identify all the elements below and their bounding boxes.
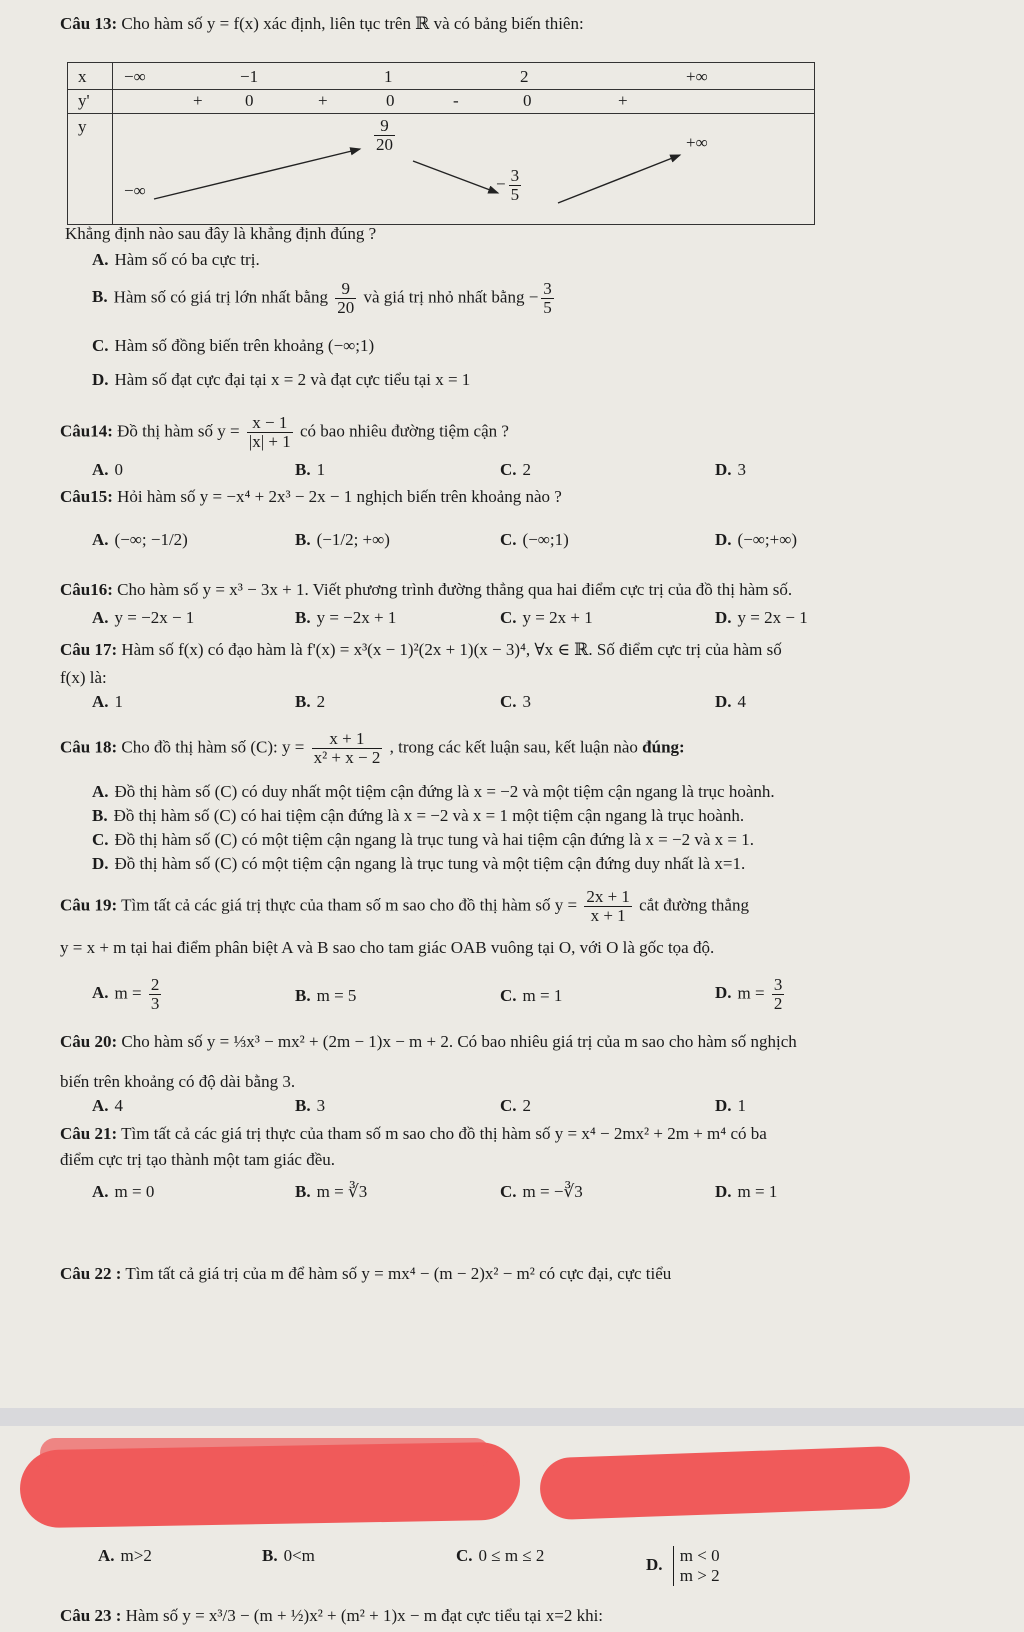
q17-stem-2: f(x) là: (60, 668, 107, 687)
q16-option-d[interactable]: D. y = 2x − 1 (715, 608, 808, 627)
q19-option-b[interactable]: B. m = 5 (295, 986, 357, 1005)
q19-stem-2: y = x + m tại hai điểm phân biệt A và B sao cho tam giác OAB vuông tại O, với O là gốc tọa độ. (60, 938, 715, 957)
q21-option-d[interactable]: D. m = 1 (715, 1182, 778, 1201)
q17-option-a[interactable]: A. 1 (92, 692, 124, 711)
q17-stem: Câu 17: Hàm số f(x) có đạo hàm là f'(x) = x³(x − 1)²(2x + 1)(x − 3)⁴, ∀x ∈ ℝ. Số điểm cực trị của hàm số (60, 640, 782, 659)
q18-option-a[interactable]: A. Đồ thị hàm số (C) có duy nhất một tiệm cận đứng là x = −2 và một tiệm cận ngang là trục hoành. (92, 782, 775, 801)
variation-table: x y' y −∞ −1 1 2 +∞ + 0 + 0 - 0 + −∞ $\frac{9}{20}$ − $\frac{3}{5}$ +∞ (67, 62, 815, 225)
q19-option-d[interactable]: D. m = $\frac{3}{2}$ (715, 975, 783, 1013)
q14-option-a[interactable]: A. 0 (92, 460, 124, 479)
q19-option-c[interactable]: C. m = 1 (500, 986, 563, 1005)
q17-option-b[interactable]: B. 2 (295, 692, 326, 711)
q13-option-d[interactable]: D. Hàm số đạt cực đại tại x = 2 và đạt cực tiểu tại x = 1 (92, 370, 471, 389)
q14-stem: Câu14: Đồ thị hàm số y = $\frac{x - 1}{|x| + 1}$ có bao nhiêu đường tiệm cận ? (60, 413, 509, 451)
q15-option-b[interactable]: B. (−1/2; +∞) (295, 530, 390, 549)
q21-option-c[interactable]: C. m = −∛3 (500, 1182, 583, 1201)
q17-option-d[interactable]: D. 4 (715, 692, 747, 711)
q21-option-a[interactable]: A. m = 0 (92, 1182, 155, 1201)
q18-option-b[interactable]: B. Đồ thị hàm số (C) có hai tiệm cận đứng là x = −2 và x = 1 một tiệm cận ngang là trục hoành. (92, 806, 745, 825)
q21-option-b[interactable]: B. m = ∛3 (295, 1182, 368, 1201)
q17-option-c[interactable]: C. 3 (500, 692, 532, 711)
q15-option-a[interactable]: A. (−∞; −1/2) (92, 530, 188, 549)
q21-stem-2: điểm cực trị tạo thành một tam giác đều. (60, 1150, 335, 1169)
q18-option-d[interactable]: D. Đồ thị hàm số (C) có một tiệm cận ngang là trục tung và một tiệm cận đứng duy nhất là x=1. (92, 854, 746, 873)
screenshot-seam (0, 1408, 1024, 1426)
variation-arrows (68, 63, 814, 224)
q22-option-c[interactable]: C. 0 ≤ m ≤ 2 (456, 1546, 545, 1565)
q21-stem: Câu 21: Tìm tất cả các giá trị thực của tham số m sao cho đồ thị hàm số y = x⁴ − 2mx² + 2m + m⁴ có ba (60, 1124, 767, 1143)
q14-option-d[interactable]: D. 3 (715, 460, 747, 479)
q19-option-a[interactable]: A. m = $\frac{2}{3}$ (92, 975, 160, 1013)
q16-option-b[interactable]: B. y = −2x + 1 (295, 608, 397, 627)
q16-option-a[interactable]: A. y = −2x − 1 (92, 608, 195, 627)
q14-option-b[interactable]: B. 1 (295, 460, 326, 479)
q22-option-d[interactable]: D. m < 0 m > 2 (646, 1546, 720, 1585)
red-scribble-right (539, 1446, 911, 1521)
q15-stem: Câu15: Hỏi hàm số y = −x⁴ + 2x³ − 2x − 1 nghịch biến trên khoảng nào ? (60, 487, 562, 506)
q15-option-d[interactable]: D. (−∞;+∞) (715, 530, 797, 549)
red-scribble-top (40, 1438, 490, 1468)
q13-option-b[interactable]: B. Hàm số có giá trị lớn nhất bằng $\frac{9}{20}$ và giá trị nhỏ nhất bằng − $\frac{3}{5}$ (92, 279, 552, 317)
q20-option-b[interactable]: B. 3 (295, 1096, 326, 1115)
q13-option-c[interactable]: C. Hàm số đồng biến trên khoảng (−∞;1) (92, 336, 375, 355)
q16-stem: Câu16: Cho hàm số y = x³ − 3x + 1. Viết phương trình đường thẳng qua hai điểm cực trị của đồ thị hàm số. (60, 580, 793, 599)
q20-option-c[interactable]: C. 2 (500, 1096, 532, 1115)
q20-stem: Câu 20: Cho hàm số y = ⅓x³ − mx² + (2m − 1)x − m + 2. Có bao nhiêu giá trị của m sao cho hàm số nghịch (60, 1032, 797, 1051)
q16-option-c[interactable]: C. y = 2x + 1 (500, 608, 593, 627)
q20-option-d[interactable]: D. 1 (715, 1096, 747, 1115)
q13-option-a[interactable]: A. Hàm số có ba cực trị. (92, 250, 260, 269)
q23-stem: Câu 23 : Hàm số y = x³/3 − (m + ½)x² + (m² + 1)x − m đạt cực tiểu tại x=2 khi: (60, 1606, 604, 1625)
q22-stem: Câu 22 : Tìm tất cả giá trị của m để hàm số y = mx⁴ − (m − 2)x² − m² có cực đại, cực tiểu (60, 1264, 672, 1283)
q20-stem-2: biến trên khoảng có độ dài bằng 3. (60, 1072, 296, 1091)
q19-stem: Câu 19: Tìm tất cả các giá trị thực của tham số m sao cho đồ thị hàm số y = $\frac{2x + 1}{x + 1}$ cắt đường thẳng (60, 887, 749, 925)
q13-prompt: Khẳng định nào sau đây là khẳng định đúng ? (65, 224, 377, 243)
q14-option-c[interactable]: C. 2 (500, 460, 532, 479)
q18-option-c[interactable]: C. Đồ thị hàm số (C) có một tiệm cận ngang là trục tung và hai tiệm cận đứng là x = −2 và x = 1. (92, 830, 754, 849)
q15-option-c[interactable]: C. (−∞;1) (500, 530, 569, 549)
q13-stem: Câu 13: Cho hàm số y = f(x) xác định, liên tục trên ℝ và có bảng biến thiên: (60, 14, 584, 33)
q22-option-a[interactable]: A. m>2 (98, 1546, 152, 1565)
q18-stem: Câu 18: Cho đồ thị hàm số (C): y = $\frac{x + 1}{\text{x² + x − 2}}$ , trong các kết luận sau, kết luận nào đúng: (60, 729, 685, 767)
q22-option-b[interactable]: B. 0<m (262, 1546, 315, 1565)
q20-option-a[interactable]: A. 4 (92, 1096, 124, 1115)
